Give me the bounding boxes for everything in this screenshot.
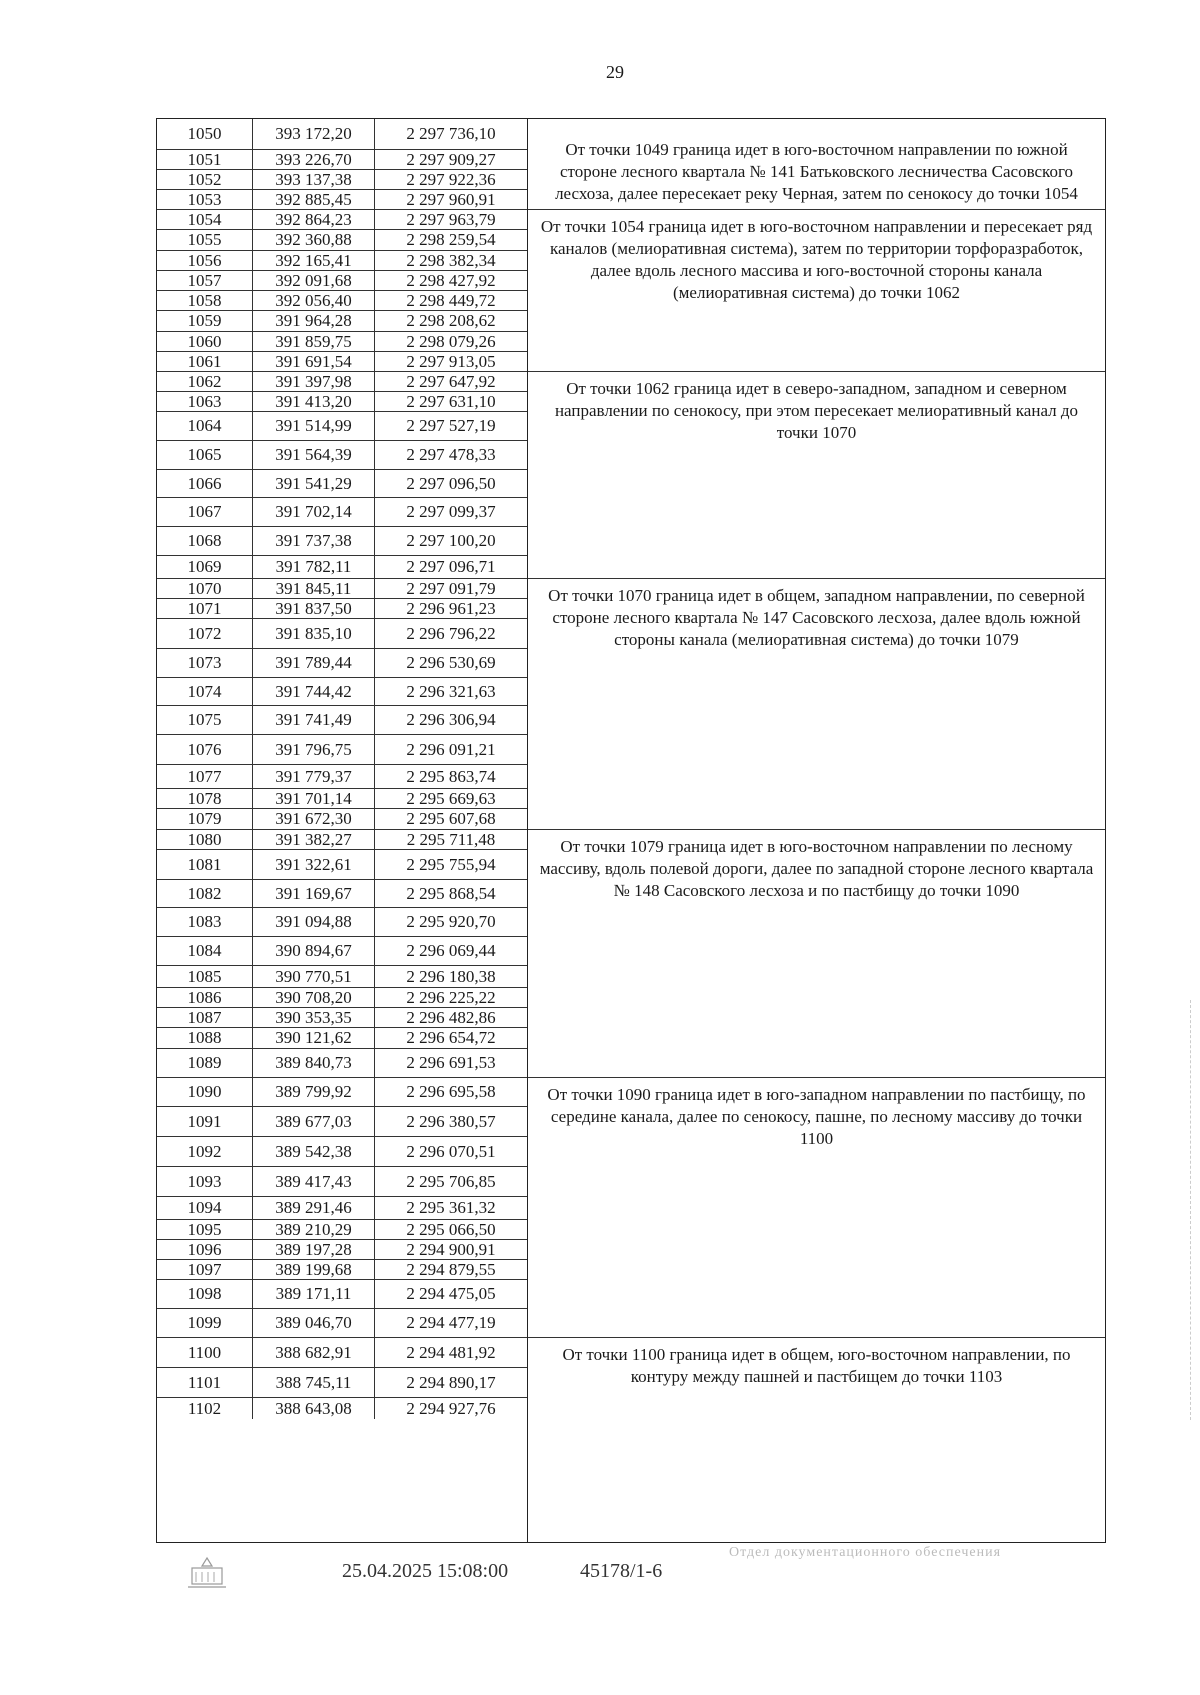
point-number-cell: 1069 <box>157 556 253 578</box>
coordinate-row <box>157 1106 527 1136</box>
point-number-cell: 1085 <box>157 966 253 987</box>
x-coordinate-cell: 388 745,11 <box>253 1368 375 1397</box>
point-number-cell: 1083 <box>157 908 253 936</box>
y-coordinate-cell: 2 297 100,20 <box>406 531 496 550</box>
x-coordinate-cell: 391 837,50 <box>253 599 375 618</box>
x-coordinate-cell: 389 171,11 <box>253 1280 375 1308</box>
point-number-cell: 1070 <box>157 579 253 598</box>
y-coordinate-cell: 2 296 069,44 <box>406 941 496 960</box>
boundary-coordinates-table <box>156 118 1106 1543</box>
boundary-description: От точки 1062 граница идет в северо-западном, западном и северном направлении по сенокосу, при этом пересекает мелиоративный канал до точки 1070 <box>528 371 1105 578</box>
coordinate-row <box>157 788 527 808</box>
x-coordinate-cell: 391 737,38 <box>253 527 375 555</box>
coordinate-row <box>157 440 527 469</box>
y-coordinate-cell: 2 297 099,37 <box>406 502 496 521</box>
x-coordinate-cell: 392 056,40 <box>253 291 375 310</box>
x-coordinate-cell: 391 094,88 <box>253 908 375 936</box>
x-coordinate-cell: 393 172,20 <box>253 119 375 149</box>
coordinate-row <box>157 411 527 440</box>
y-coordinate-cell: 2 295 868,54 <box>406 883 496 903</box>
point-number-cell: 1090 <box>157 1078 253 1106</box>
point-number-cell: 1092 <box>157 1137 253 1166</box>
x-coordinate-cell: 392 885,45 <box>253 190 375 209</box>
coordinate-row <box>157 331 527 351</box>
x-coordinate-cell: 391 514,99 <box>253 412 375 440</box>
y-coordinate-cell: 2 297 922,36 <box>406 169 496 189</box>
y-coordinate-cell: 2 297 631,10 <box>406 391 496 411</box>
coordinate-row <box>157 1259 527 1279</box>
point-number-cell: 1084 <box>157 937 253 965</box>
y-coordinate-cell: 2 296 321,63 <box>406 681 496 701</box>
point-number-cell: 1097 <box>157 1260 253 1279</box>
y-coordinate-cell: 2 296 070,51 <box>406 1141 496 1161</box>
x-coordinate-cell: 391 741,49 <box>253 706 375 734</box>
point-number-cell: 1058 <box>157 291 253 310</box>
x-coordinate-cell: 389 210,29 <box>253 1220 375 1239</box>
point-number-cell: 1095 <box>157 1220 253 1239</box>
y-coordinate-cell: 2 296 091,21 <box>406 739 496 759</box>
coordinate-row <box>157 119 527 149</box>
y-coordinate-cell: 2 296 306,94 <box>406 710 496 729</box>
point-number-cell: 1055 <box>157 230 253 250</box>
y-coordinate-cell: 2 294 477,19 <box>406 1313 496 1332</box>
point-number-cell: 1060 <box>157 332 253 351</box>
x-coordinate-cell: 393 226,70 <box>253 150 375 169</box>
x-coordinate-cell: 391 782,11 <box>253 556 375 578</box>
description-column-block <box>528 118 1106 1543</box>
coordinate-row <box>157 250 527 270</box>
x-coordinate-cell: 390 121,62 <box>253 1028 375 1048</box>
point-number-cell: 1091 <box>157 1107 253 1136</box>
y-coordinate-cell: 2 298 427,92 <box>406 270 496 290</box>
coordinate-row <box>157 1367 527 1397</box>
coordinate-row <box>157 290 527 310</box>
x-coordinate-cell: 389 840,73 <box>253 1049 375 1077</box>
x-coordinate-cell: 389 542,38 <box>253 1137 375 1166</box>
y-coordinate-cell: 2 297 091,79 <box>406 578 496 598</box>
x-coordinate-cell: 391 382,27 <box>253 830 375 849</box>
coordinate-row <box>157 169 527 189</box>
point-number-cell: 1071 <box>157 599 253 618</box>
x-coordinate-cell: 389 197,28 <box>253 1240 375 1259</box>
x-coordinate-cell: 388 682,91 <box>253 1338 375 1367</box>
x-coordinate-cell: 391 779,37 <box>253 765 375 788</box>
x-coordinate-cell: 391 702,14 <box>253 498 375 526</box>
coordinate-row <box>157 1027 527 1048</box>
point-number-cell: 1052 <box>157 170 253 189</box>
coordinate-row <box>157 189 527 209</box>
y-coordinate-cell: 2 297 096,50 <box>406 473 496 493</box>
x-coordinate-cell: 391 964,28 <box>253 311 375 331</box>
y-coordinate-cell: 2 296 796,22 <box>406 623 496 643</box>
coordinate-row <box>157 598 527 618</box>
point-number-cell: 1093 <box>157 1167 253 1196</box>
x-coordinate-cell: 389 199,68 <box>253 1260 375 1279</box>
point-number-cell: 1082 <box>157 880 253 907</box>
y-coordinate-cell: 2 298 449,72 <box>406 290 496 310</box>
y-coordinate-cell: 2 298 079,26 <box>406 331 496 351</box>
y-coordinate-cell: 2 295 711,48 <box>406 829 496 849</box>
x-coordinate-cell: 391 796,75 <box>253 735 375 764</box>
y-coordinate-cell: 2 296 530,69 <box>406 653 496 672</box>
y-coordinate-cell: 2 294 475,05 <box>406 1284 496 1303</box>
point-number-cell: 1067 <box>157 498 253 526</box>
y-coordinate-cell: 2 295 361,32 <box>406 1198 496 1217</box>
point-number-cell: 1054 <box>157 210 253 229</box>
coordinate-row <box>157 849 527 879</box>
coordinates-column-block <box>156 118 528 1543</box>
x-coordinate-cell: 389 046,70 <box>253 1309 375 1337</box>
x-coordinate-cell: 392 864,23 <box>253 210 375 229</box>
coordinate-row <box>157 1308 527 1337</box>
coordinate-row <box>157 149 527 169</box>
x-coordinate-cell: 389 799,92 <box>253 1078 375 1106</box>
coordinate-row <box>157 229 527 250</box>
point-number-cell: 1086 <box>157 988 253 1007</box>
coordinate-row <box>157 1239 527 1259</box>
coordinate-row <box>157 469 527 497</box>
coordinate-row <box>157 907 527 936</box>
point-number-cell: 1059 <box>157 311 253 331</box>
coordinate-row <box>157 1219 527 1239</box>
y-coordinate-cell: 2 295 706,85 <box>406 1171 496 1191</box>
point-number-cell: 1063 <box>157 392 253 411</box>
coordinate-row <box>157 578 527 598</box>
boundary-description: От точки 1100 граница идет в общем, юго-восточном направлении, по контуру между пашней и пастбищем до точки 1103 <box>528 1337 1105 1544</box>
x-coordinate-cell: 393 137,38 <box>253 170 375 189</box>
coordinate-row <box>157 987 527 1007</box>
point-number-cell: 1074 <box>157 678 253 705</box>
coordinate-row <box>157 310 527 331</box>
point-number-cell: 1078 <box>157 789 253 808</box>
y-coordinate-cell: 2 296 482,86 <box>406 1007 496 1027</box>
x-coordinate-cell: 391 169,67 <box>253 880 375 907</box>
point-number-cell: 1100 <box>157 1338 253 1367</box>
coordinate-row <box>157 705 527 734</box>
point-number-cell: 1088 <box>157 1028 253 1048</box>
point-number-cell: 1066 <box>157 470 253 497</box>
x-coordinate-cell: 391 789,44 <box>253 649 375 677</box>
coordinate-row <box>157 965 527 987</box>
coordinate-row <box>157 555 527 578</box>
point-number-cell: 1053 <box>157 190 253 209</box>
point-number-cell: 1072 <box>157 619 253 648</box>
y-coordinate-cell: 2 297 647,92 <box>406 371 496 391</box>
x-coordinate-cell: 390 770,51 <box>253 966 375 987</box>
coordinate-row <box>157 391 527 411</box>
point-number-cell: 1089 <box>157 1049 253 1077</box>
coordinate-row <box>157 829 527 849</box>
y-coordinate-cell: 2 298 382,34 <box>406 250 496 270</box>
y-coordinate-cell: 2 295 669,63 <box>406 788 496 808</box>
department-watermark: Отдел документационного обеспечения <box>728 1545 1002 1560</box>
point-number-cell: 1098 <box>157 1280 253 1308</box>
point-number-cell: 1068 <box>157 527 253 555</box>
x-coordinate-cell: 388 643,08 <box>253 1398 375 1419</box>
y-coordinate-cell: 2 295 755,94 <box>406 854 496 874</box>
point-number-cell: 1065 <box>157 441 253 469</box>
point-number-cell: 1096 <box>157 1240 253 1259</box>
y-coordinate-cell: 2 296 961,23 <box>406 598 496 618</box>
y-coordinate-cell: 2 297 913,05 <box>406 351 496 371</box>
y-coordinate-cell: 2 294 900,91 <box>406 1239 496 1259</box>
coordinate-row <box>157 1007 527 1027</box>
boundary-description: От точки 1070 граница идет в общем, западном направлении, по северной стороне лесного квартала № 147 Сасовского лесхоза, далее вдоль южной стороны канала (мелиоративная система) до точки 1079 <box>528 578 1105 829</box>
footer-datetime: 25.04.2025 15:08:00 <box>342 1560 509 1582</box>
point-number-cell: 1099 <box>157 1309 253 1337</box>
x-coordinate-cell: 390 353,35 <box>253 1008 375 1027</box>
y-coordinate-cell: 2 298 208,62 <box>406 311 496 330</box>
y-coordinate-cell: 2 297 478,33 <box>406 445 496 464</box>
y-coordinate-cell: 2 296 695,58 <box>406 1082 496 1101</box>
x-coordinate-cell: 391 835,10 <box>253 619 375 648</box>
coordinate-row <box>157 879 527 907</box>
point-number-cell: 1087 <box>157 1008 253 1027</box>
x-coordinate-cell: 392 165,41 <box>253 251 375 270</box>
x-coordinate-cell: 391 322,61 <box>253 850 375 879</box>
point-number-cell: 1057 <box>157 271 253 290</box>
coordinate-row <box>157 1337 527 1367</box>
scan-edge-marks <box>1190 1000 1193 1420</box>
x-coordinate-cell: 391 701,14 <box>253 789 375 808</box>
y-coordinate-cell: 2 295 920,70 <box>406 912 496 931</box>
y-coordinate-cell: 2 296 654,72 <box>406 1028 496 1047</box>
y-coordinate-cell: 2 294 927,76 <box>406 1398 496 1418</box>
coordinate-row <box>157 1077 527 1106</box>
y-coordinate-cell: 2 297 963,79 <box>406 209 496 229</box>
x-coordinate-cell: 391 845,11 <box>253 579 375 598</box>
x-coordinate-cell: 391 691,54 <box>253 352 375 371</box>
y-coordinate-cell: 2 297 736,10 <box>406 124 496 143</box>
coordinate-row <box>157 808 527 829</box>
x-coordinate-cell: 392 360,88 <box>253 230 375 250</box>
coordinate-row <box>157 526 527 555</box>
footer-document-code: 45178/1-6 <box>580 1560 663 1582</box>
y-coordinate-cell: 2 298 259,54 <box>406 230 496 249</box>
x-coordinate-cell: 390 894,67 <box>253 937 375 965</box>
coordinate-row <box>157 648 527 677</box>
x-coordinate-cell: 389 291,46 <box>253 1197 375 1219</box>
point-number-cell: 1076 <box>157 735 253 764</box>
x-coordinate-cell: 391 413,20 <box>253 392 375 411</box>
y-coordinate-cell: 2 296 691,53 <box>406 1053 496 1072</box>
x-coordinate-cell: 389 677,03 <box>253 1107 375 1136</box>
y-coordinate-cell: 2 295 066,50 <box>406 1219 496 1239</box>
x-coordinate-cell: 389 417,43 <box>253 1167 375 1196</box>
coordinate-row <box>157 1166 527 1196</box>
y-coordinate-cell: 2 296 380,57 <box>406 1111 496 1131</box>
archive-stamp-icon <box>182 1554 232 1594</box>
coordinate-row <box>157 734 527 764</box>
x-coordinate-cell: 390 708,20 <box>253 988 375 1007</box>
x-coordinate-cell: 391 744,42 <box>253 678 375 705</box>
coordinate-row <box>157 371 527 391</box>
point-number-cell: 1061 <box>157 352 253 371</box>
y-coordinate-cell: 2 297 909,27 <box>406 149 496 169</box>
y-coordinate-cell: 2 294 879,55 <box>406 1259 496 1279</box>
point-number-cell: 1102 <box>157 1398 253 1419</box>
point-number-cell: 1101 <box>157 1368 253 1397</box>
point-number-cell: 1073 <box>157 649 253 677</box>
coordinate-row <box>157 270 527 290</box>
coordinate-row <box>157 618 527 648</box>
y-coordinate-cell: 2 294 890,17 <box>406 1372 496 1392</box>
boundary-description: От точки 1079 граница идет в юго-восточном направлении по лесному массиву, вдоль полевой дороги, далее по западной стороне лесного квартала № 148 Сасовского лесхоза и по пастбищу до точки 1090 <box>528 829 1105 1077</box>
coordinate-row <box>157 1048 527 1077</box>
coordinate-row <box>157 1136 527 1166</box>
coordinate-row <box>157 1196 527 1219</box>
y-coordinate-cell: 2 296 225,22 <box>406 987 496 1007</box>
coordinate-row <box>157 351 527 371</box>
boundary-description: От точки 1054 граница идет в юго-восточном направлении и пересекает ряд каналов (мелиоративная система), затем по территории торфоразработок, далее вдоль лесного массива и юго-восточной стороны канала (мелиоративная система) до точки 1062 <box>528 209 1105 371</box>
coordinate-row <box>157 209 527 229</box>
coordinate-row <box>157 677 527 705</box>
x-coordinate-cell: 391 541,29 <box>253 470 375 497</box>
y-coordinate-cell: 2 294 481,92 <box>406 1342 496 1362</box>
x-coordinate-cell: 391 397,98 <box>253 372 375 391</box>
point-number-cell: 1081 <box>157 850 253 879</box>
point-number-cell: 1077 <box>157 765 253 788</box>
coordinate-row <box>157 764 527 788</box>
coordinate-row <box>157 1279 527 1308</box>
point-number-cell: 1050 <box>157 119 253 149</box>
y-coordinate-cell: 2 296 180,38 <box>406 966 496 986</box>
point-number-cell: 1075 <box>157 706 253 734</box>
page-number: 29 <box>606 62 624 82</box>
coordinate-row <box>157 497 527 526</box>
x-coordinate-cell: 392 091,68 <box>253 271 375 290</box>
point-number-cell: 1062 <box>157 372 253 391</box>
boundary-description: От точки 1090 граница идет в юго-западном направлении по пастбищу, по середине канала, далее по сенокосу, пашне, по лесному массиву до точки 1100 <box>528 1077 1105 1337</box>
point-number-cell: 1051 <box>157 150 253 169</box>
coordinate-row <box>157 936 527 965</box>
point-number-cell: 1080 <box>157 830 253 849</box>
y-coordinate-cell: 2 297 527,19 <box>406 416 496 435</box>
point-number-cell: 1064 <box>157 412 253 440</box>
x-coordinate-cell: 391 672,30 <box>253 809 375 829</box>
point-number-cell: 1056 <box>157 251 253 270</box>
y-coordinate-cell: 2 295 863,74 <box>406 766 496 786</box>
point-number-cell: 1094 <box>157 1197 253 1219</box>
y-coordinate-cell: 2 297 960,91 <box>406 189 496 209</box>
coordinate-row <box>157 1397 527 1419</box>
boundary-description: От точки 1049 граница идет в юго-восточном направлении по южной стороне лесного квартала № 141 Батьковского лесничества Сасовского лесхоза, далее пересекает реку Черная, затем по сенокосу до точки 1054 <box>555 140 1078 203</box>
point-number-cell: 1079 <box>157 809 253 829</box>
y-coordinate-cell: 2 295 607,68 <box>406 809 496 828</box>
x-coordinate-cell: 391 859,75 <box>253 332 375 351</box>
x-coordinate-cell: 391 564,39 <box>253 441 375 469</box>
y-coordinate-cell: 2 297 096,71 <box>406 557 496 576</box>
